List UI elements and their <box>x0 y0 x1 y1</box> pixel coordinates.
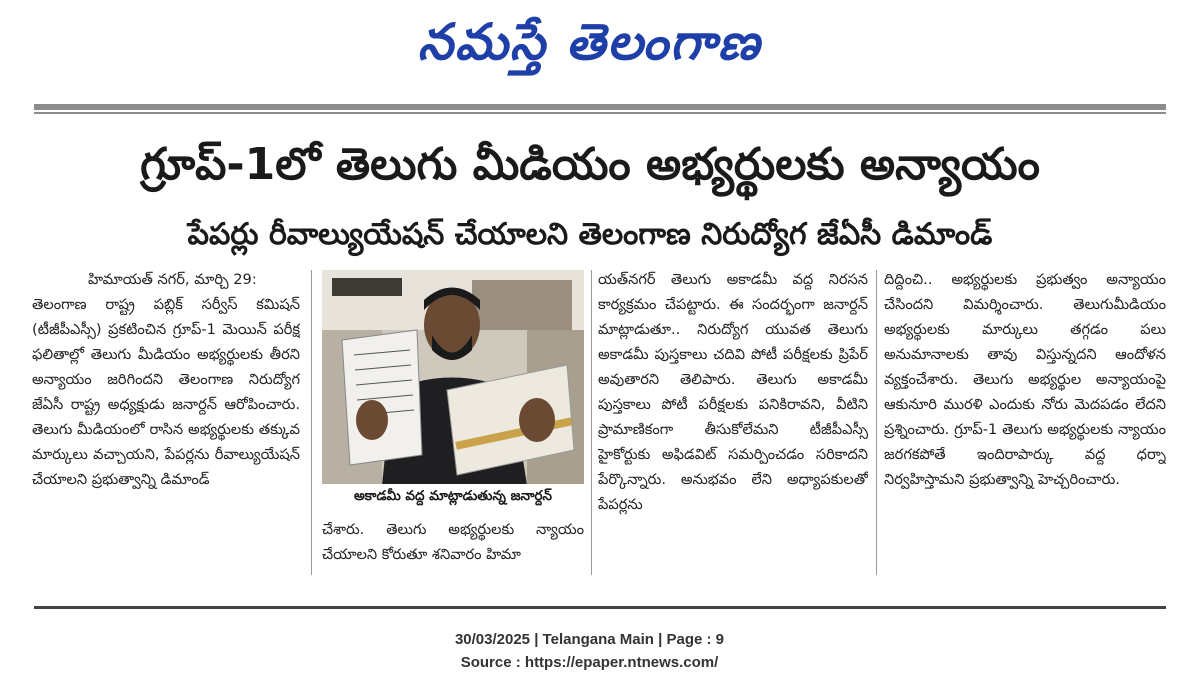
column-divider <box>591 270 592 575</box>
column-divider <box>876 270 877 575</box>
article-bottom-rule <box>34 606 1166 609</box>
article-paragraph: చేశారు. తెలుగు అభ్యర్థులకు న్యాయం చేయాలని కోరుతూ శనివారం హిమా <box>322 521 584 563</box>
article-photo <box>322 270 584 485</box>
article-headline: గ్రూప్‌-1లో తెలుగు మీడియం అభ్యర్థులకు అన్యాయం <box>140 139 1040 190</box>
article-column-3 <box>598 267 868 577</box>
article-dateline: హిమాయత్‌ నగర్‌, మార్చి 29: <box>88 271 257 288</box>
footer-source-link[interactable]: Source : https://epaper.ntnews.com/ <box>460 654 719 671</box>
footer-date-page: 30/03/2025 | Telangana Main | Page : 9 <box>454 631 725 648</box>
photo-caption: అకాడమీ వద్ద మాట్లాడుతున్న జనార్దన్‌ <box>322 484 584 508</box>
article-paragraph: యత్‌నగర్‌ తెలుగు అకాడమీ వద్ద నిరసన కార్యక్రమం చేపట్టారు. ఈ సందర్భంగా జనార్దన్‌ మాట్లాడుతూ.. నిరుద్యోగ యువత తెలుగు అకాడమీ పుస్తకాలు చదివి పోటీ పరీక్షలకు ప్రిపేర్‌ అవుతారని తెలిపారు. తెలుగు అకాడమీ పుస్తకాలు పోటీ పరీక్షలకు పనికిరావని, వీటిని ప్రామాణికంగా తీసుకోలేమని టీజీపీఎస్సీ హైకోర్టుకు అఫిడవిట్‌ సమర్పించడం సరికాదని పేర్కొన్నారు. అనుభవం లేని అధ్యాపకులతో పేపర్లను <box>598 271 868 513</box>
man-holding-papers-image <box>322 270 584 485</box>
masthead-rule <box>34 104 1166 110</box>
article-subheadline: పేపర్లు రీవాల్యుయేషన్‌ చేయాలని తెలంగాణ నిరుద్యోగ జేఏసీ డిమాండ్‌ <box>187 217 993 252</box>
column-divider <box>311 270 312 575</box>
masthead-rule-thin <box>34 112 1166 114</box>
article-paragraph: దిద్దించి.. అభ్యర్థులకు ప్రభుత్వం అన్యాయం చేసిందని విమర్శించారు. తెలుగుమీడియం అభ్యర్థులకు మార్కులు తగ్గడం పలు అనుమానాలకు తావు విస్తున్నదని ఆందోళన వ్యక్తంచేశారు. తెలుగు అభ్యర్థుల అన్యాయంపై ఆకునూరి మురళి ఎందుకు నోరు మెదపడం లేదని ప్రశ్నించారు. గ్రూప్‌-1 తెలుగు అభ్యర్థులకు న్యాయం జరగకపోతే ఇందిరాపార్కు వద్ద ధర్నా నిర్వహిస్తామని ప్రభుత్వాన్ని హెచ్చరించారు. <box>884 271 1166 488</box>
article-column-1 <box>32 267 300 577</box>
article-paragraph: తెలంగాణ రాష్ట్ర పబ్లిక్‌ సర్వీస్‌ కమిషన్‌ (టీజీపీఎస్సీ) ప్రకటించిన గ్రూప్‌-1 మెయిన్‌ పరీక్ష ఫలితాల్లో తెలుగు మీడియం అభ్యర్థులకు తీరని అన్యాయం జరిగిందని తెలంగాణ నిరుద్యోగ జేఏసీ రాష్ట్ర అధ్యక్షుడు జనార్దన్‌ ఆరోపించారు. తెలుగు మీడియంలో రాసిన అభ్యర్థులకు తక్కువ మార్కులు వచ్చాయని, పేపర్లను రీవాల్యుయేషన్‌ చేయాలని ప్రభుత్వాన్ని డిమాండ్‌ <box>32 296 300 488</box>
newspaper-masthead: నమస్తే తెలంగాణ <box>417 13 762 71</box>
article-column-4 <box>884 267 1166 577</box>
article-column-2 <box>322 517 584 577</box>
